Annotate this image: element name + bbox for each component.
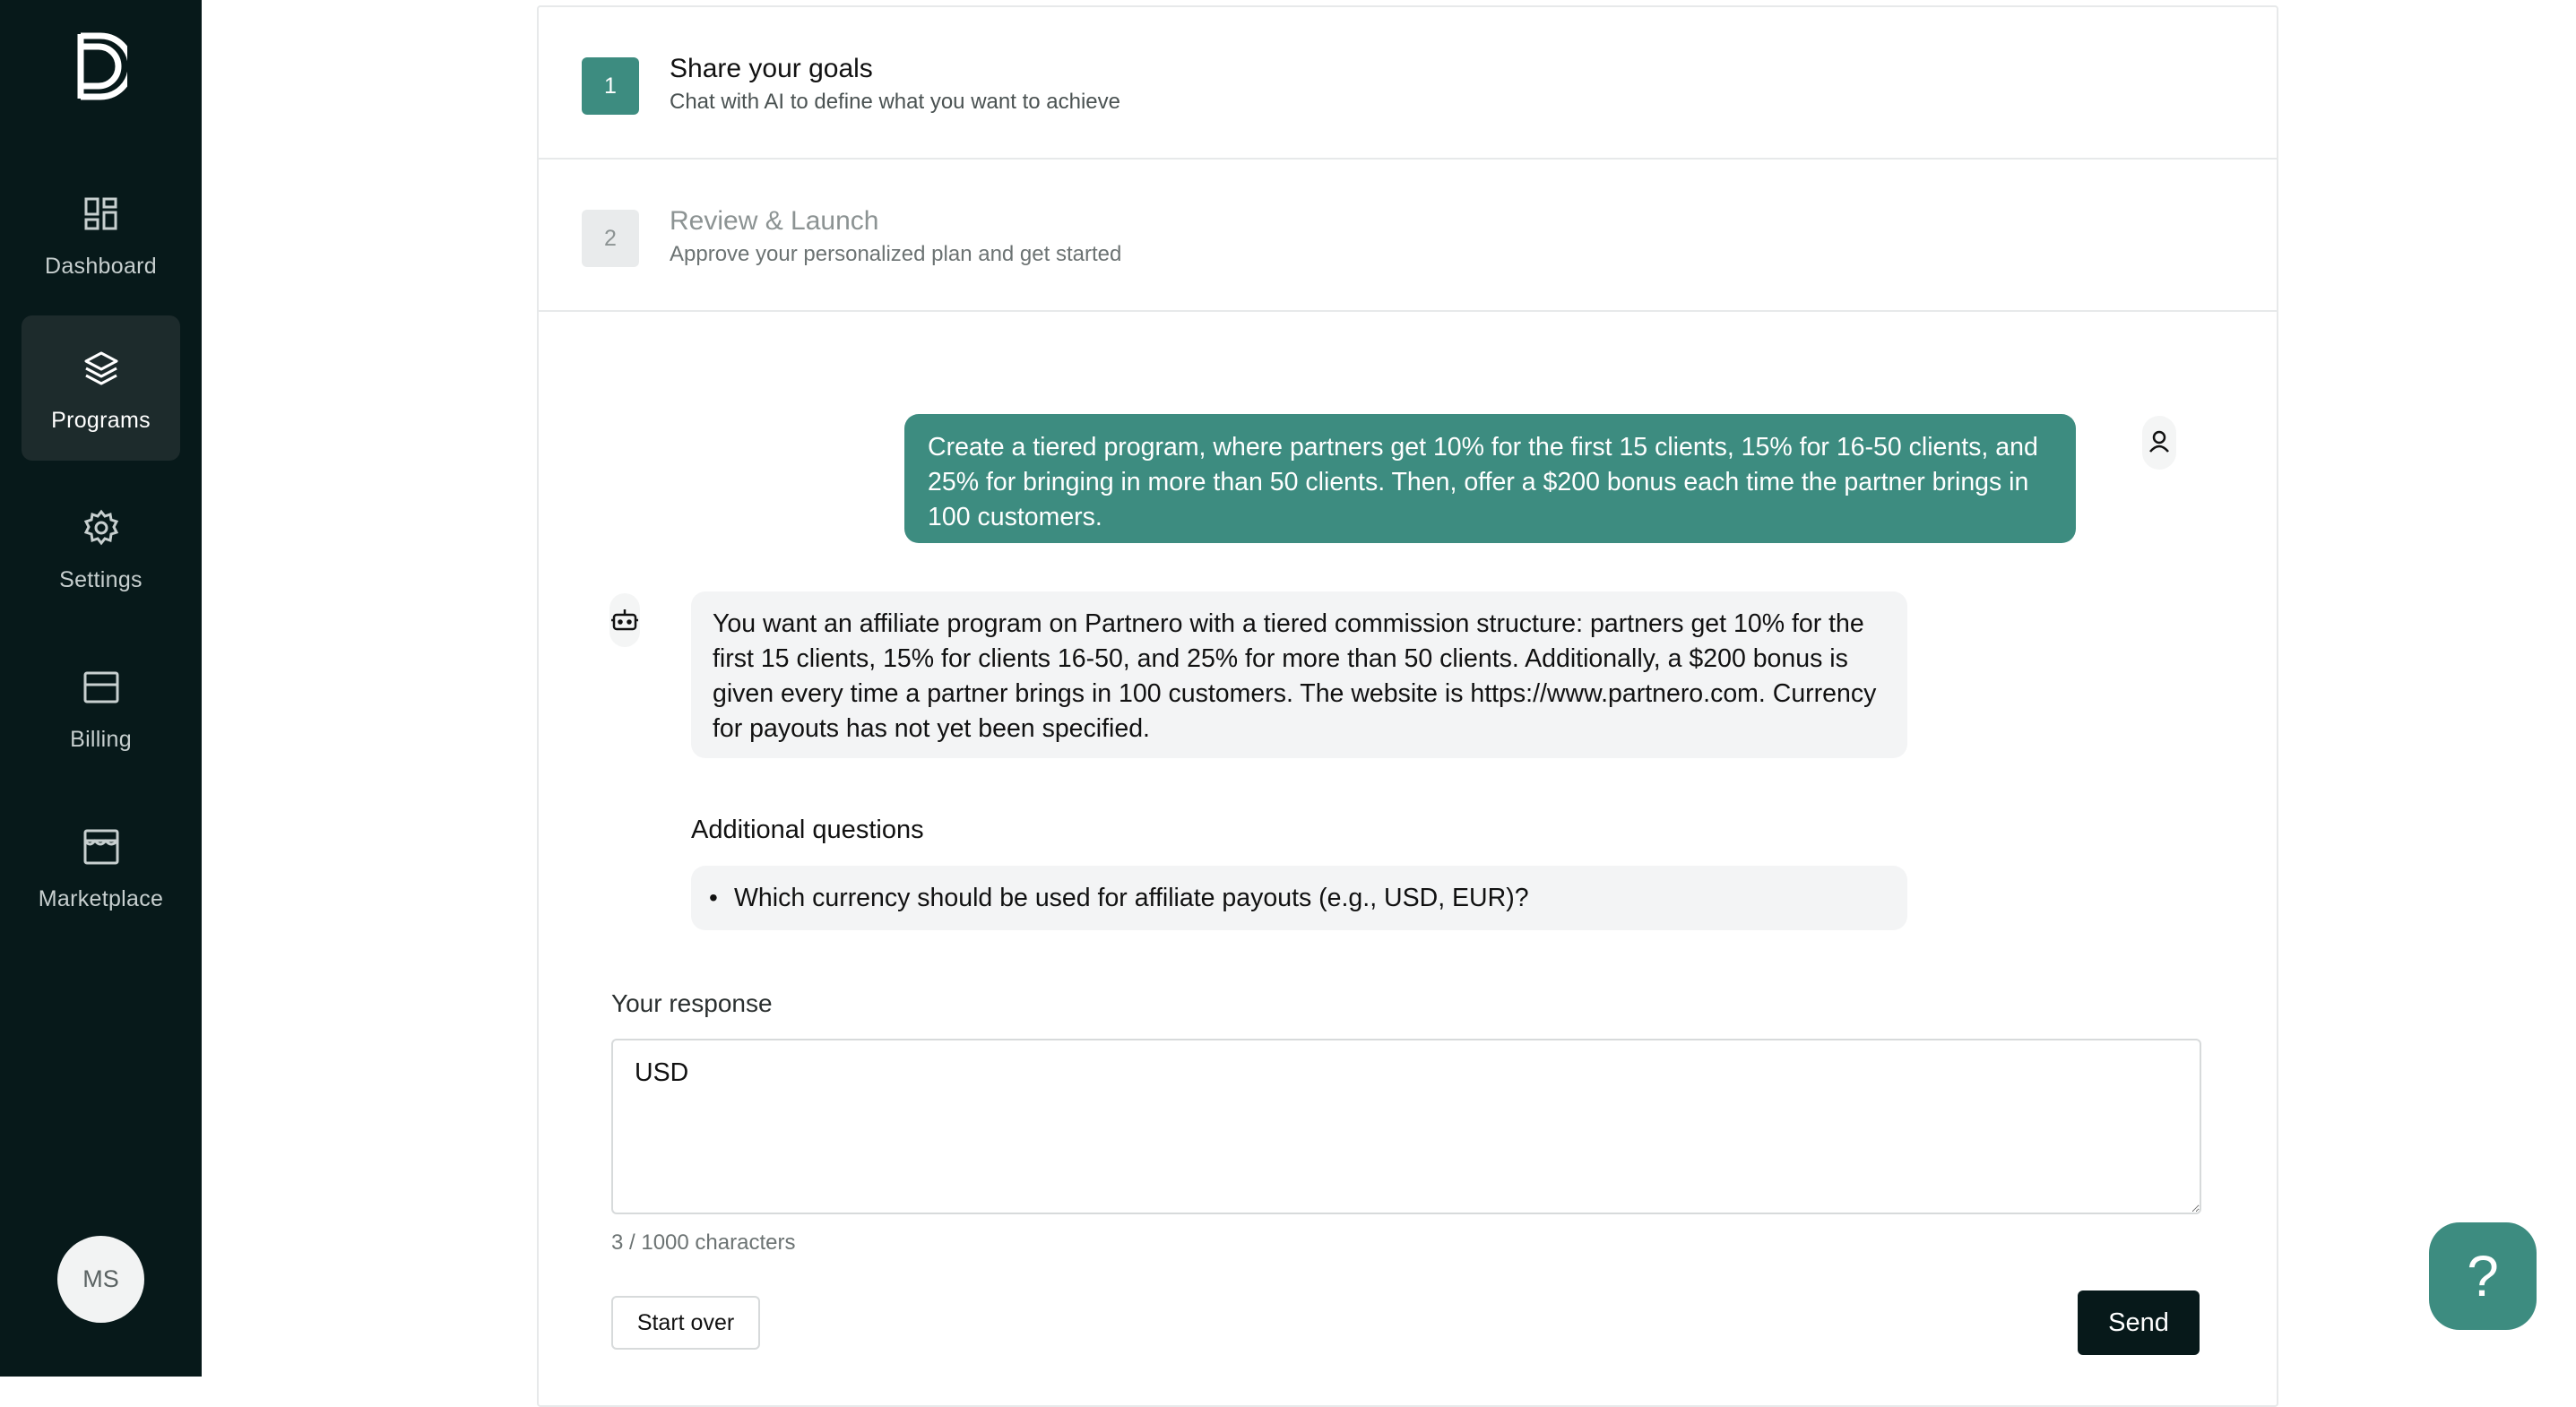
sidebar-item-label: Dashboard — [44, 254, 157, 279]
dashboard-icon — [82, 195, 120, 233]
sidebar-item-label: Marketplace — [38, 886, 164, 911]
step-title: Review & Launch — [670, 206, 879, 236]
user-message: Create a tiered program, where partners get 10% for the first 15 clients, 15% for 16-50 clients, and 25% for bringing in more than 50 clients. Then, offer a $200 bonus each time the partner brings in 100 customers. — [904, 414, 2076, 543]
step-description: Chat with AI to define what you want to achieve — [670, 90, 1120, 114]
sidebar-item-label: Billing — [70, 727, 132, 752]
assistant-message: You want an affiliate program on Partnero with a tiered commission structure: partners get 10% for the first 15 clients, 15% for clients 16-50, and 25% for more than 50 clients. Additionally, a $200 bonus is given every time a partner brings in 100 customers. The website is https://www.partnero.com. Currency for payouts has not yet been specified. — [691, 591, 1907, 758]
step-number: 2 — [582, 210, 639, 267]
step-review-launch[interactable] — [539, 160, 2277, 312]
credit-card-icon — [82, 669, 120, 706]
step-title: Share your goals — [670, 54, 873, 83]
send-button[interactable]: Send — [2078, 1290, 2200, 1355]
user-icon — [2142, 416, 2176, 470]
sidebar-item-label: Settings — [59, 567, 143, 592]
sidebar-item-label: Programs — [51, 408, 151, 433]
sidebar — [0, 0, 202, 1377]
sidebar-item-settings[interactable] — [22, 475, 180, 620]
sidebar-item-programs[interactable] — [22, 315, 180, 461]
logo-icon[interactable] — [73, 30, 127, 102]
layers-icon — [82, 350, 120, 387]
sidebar-item-marketplace[interactable] — [22, 794, 180, 939]
response-input[interactable] — [611, 1039, 2201, 1214]
response-label: Your response — [611, 989, 773, 1017]
character-count: 3 / 1000 characters — [611, 1230, 796, 1255]
help-button[interactable]: ? — [2429, 1222, 2537, 1330]
sidebar-item-dashboard[interactable] — [22, 161, 180, 306]
additional-question-item: • Which currency should be used for affiliate payouts (e.g., USD, EUR)? — [691, 866, 1907, 930]
additional-questions-heading: Additional questions — [691, 816, 924, 844]
store-icon — [82, 828, 120, 866]
start-over-button[interactable]: Start over — [611, 1296, 760, 1350]
step-description: Approve your personalized plan and get started — [670, 242, 1122, 266]
sidebar-item-billing[interactable] — [22, 634, 180, 780]
gear-icon — [82, 509, 120, 547]
bot-icon — [609, 593, 640, 647]
step-number: 1 — [582, 57, 639, 115]
avatar[interactable]: MS — [57, 1236, 144, 1323]
step-share-goals[interactable] — [539, 7, 2277, 160]
